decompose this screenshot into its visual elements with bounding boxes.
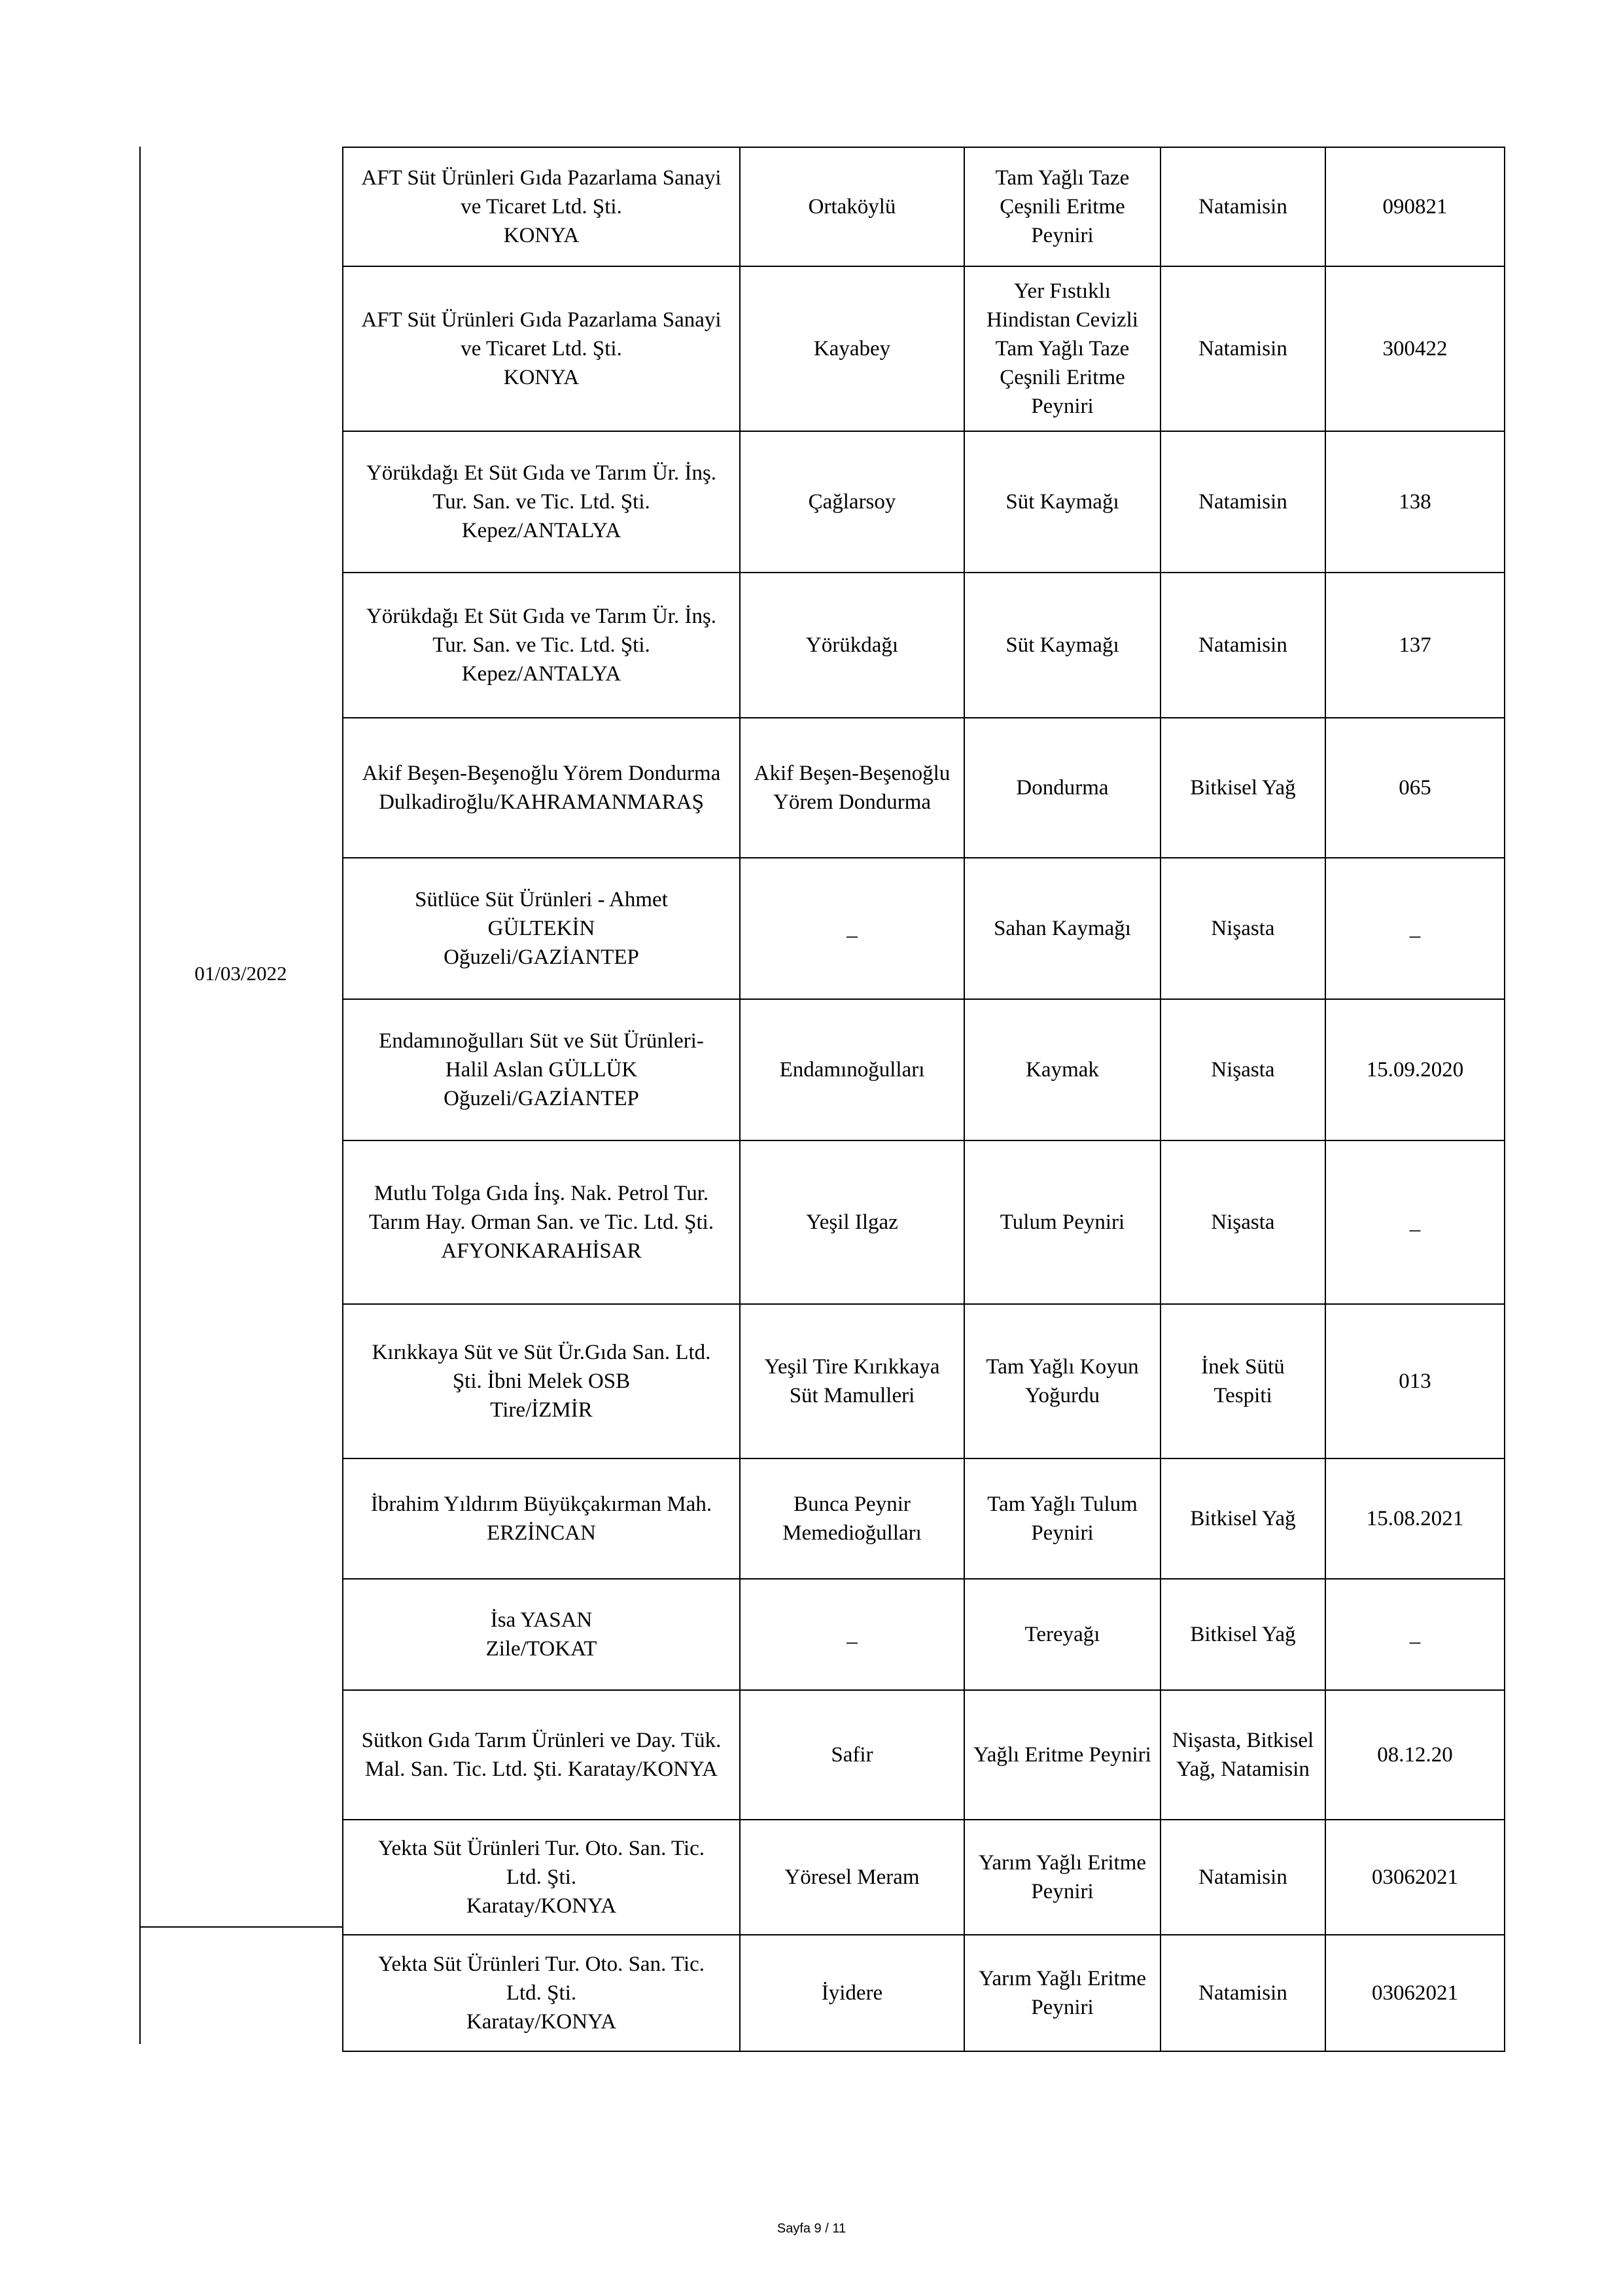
page-number: Sayfa 9 / 11 — [777, 2221, 846, 2236]
table-row — [343, 1935, 1505, 2051]
brand-cell: Yeşil Tire Kırıkkaya Süt Mamulleri — [740, 1304, 964, 1458]
brand-cell: İyidere — [740, 1935, 964, 2051]
product-cell: Süt Kaymağı — [964, 573, 1161, 718]
finding-cell: Nişasta — [1161, 999, 1325, 1140]
lot-cell: _ — [1325, 858, 1505, 999]
product-cell: Yarım Yağlı Eritme Peyniri — [964, 1820, 1161, 1935]
table-row — [343, 147, 1505, 266]
firm-cell: İbrahim Yıldırım Büyükçakırman Mah. ERZİNCAN — [343, 1458, 740, 1579]
brand-cell: Endamınoğulları — [740, 999, 964, 1140]
lot-cell: 03062021 — [1325, 1935, 1505, 2051]
product-cell: Yağlı Eritme Peyniri — [964, 1690, 1161, 1820]
firm-cell: Yörükdağı Et Süt Gıda ve Tarım Ür. İnş. Tur. San. ve Tic. Ltd. Şti. Kepez/ANTALYA — [343, 431, 740, 573]
finding-cell: Natamisin — [1161, 1935, 1325, 2051]
brand-cell: Yöresel Meram — [740, 1820, 964, 1935]
product-cell: Sahan Kaymağı — [964, 858, 1161, 999]
left-border-line — [139, 147, 141, 2044]
lot-cell: 090821 — [1325, 147, 1505, 266]
firm-cell: Yekta Süt Ürünleri Tur. Oto. San. Tic. Ltd. Şti. Karatay/KONYA — [343, 1820, 740, 1935]
date-cell: 01/03/2022 — [194, 962, 287, 985]
table-row — [343, 1690, 1505, 1820]
product-cell: Tam Yağlı Koyun Yoğurdu — [964, 1304, 1161, 1458]
brand-cell: Yeşil Ilgaz — [740, 1140, 964, 1304]
firm-cell: AFT Süt Ürünleri Gıda Pazarlama Sanayi ve Ticaret Ltd. Şti. KONYA — [343, 266, 740, 431]
finding-cell: Bitkisel Yağ — [1161, 718, 1325, 858]
product-cell: Tam Yağlı Tulum Peyniri — [964, 1458, 1161, 1579]
product-cell: Yarım Yağlı Eritme Peyniri — [964, 1935, 1161, 2051]
product-cell: Tereyağı — [964, 1579, 1161, 1690]
firm-cell: AFT Süt Ürünleri Gıda Pazarlama Sanayi ve Ticaret Ltd. Şti. KONYA — [343, 147, 740, 266]
firm-cell: Sütlüce Süt Ürünleri - Ahmet GÜLTEKİN Oğuzeli/GAZİANTEP — [343, 858, 740, 999]
table-row — [343, 266, 1505, 431]
product-cell: Yer Fıstıklı Hindistan Cevizli Tam Yağlı Taze Çeşnili Eritme Peyniri — [964, 266, 1161, 431]
brand-cell: _ — [740, 858, 964, 999]
lot-cell: 138 — [1325, 431, 1505, 573]
table-row — [343, 999, 1505, 1140]
table-row — [343, 573, 1505, 718]
firm-cell: Kırıkkaya Süt ve Süt Ür.Gıda San. Ltd. Şti. İbni Melek OSB Tire/İZMİR — [343, 1304, 740, 1458]
table-row — [343, 718, 1505, 858]
finding-cell: İnek Sütü Tespiti — [1161, 1304, 1325, 1458]
firm-cell: Akif Beşen-Beşenoğlu Yörem Dondurma Dulkadiroğlu/KAHRAMANMARAŞ — [343, 718, 740, 858]
product-table — [342, 147, 1505, 2052]
finding-cell: Bitkisel Yağ — [1161, 1579, 1325, 1690]
firm-cell: Endamınoğulları Süt ve Süt Ürünleri- Halil Aslan GÜLLÜK Oğuzeli/GAZİANTEP — [343, 999, 740, 1140]
lot-cell: 08.12.20 — [1325, 1690, 1505, 1820]
finding-cell: Nişasta — [1161, 858, 1325, 999]
table-row — [343, 1458, 1505, 1579]
brand-cell: Safir — [740, 1690, 964, 1820]
table-body — [343, 147, 1505, 2051]
product-cell: Tam Yağlı Taze Çeşnili Eritme Peyniri — [964, 147, 1161, 266]
brand-cell: Kayabey — [740, 266, 964, 431]
lot-cell: 15.09.2020 — [1325, 999, 1505, 1140]
lot-cell: 300422 — [1325, 266, 1505, 431]
finding-cell: Natamisin — [1161, 266, 1325, 431]
firm-cell: Mutlu Tolga Gıda İnş. Nak. Petrol Tur. Tarım Hay. Orman San. ve Tic. Ltd. Şti. AFYONKARAHİSAR — [343, 1140, 740, 1304]
table-row — [343, 1579, 1505, 1690]
finding-cell: Natamisin — [1161, 431, 1325, 573]
lot-cell: 137 — [1325, 573, 1505, 718]
finding-cell: Nişasta — [1161, 1140, 1325, 1304]
table-row — [343, 1140, 1505, 1304]
table-row — [343, 1304, 1505, 1458]
product-cell: Süt Kaymağı — [964, 431, 1161, 573]
lot-cell: _ — [1325, 1579, 1505, 1690]
date-group-bottom-line — [139, 1926, 343, 1928]
finding-cell: Bitkisel Yağ — [1161, 1458, 1325, 1579]
brand-cell: Çağlarsoy — [740, 431, 964, 573]
brand-cell: Ortaköylü — [740, 147, 964, 266]
finding-cell: Natamisin — [1161, 1820, 1325, 1935]
firm-cell: Yekta Süt Ürünleri Tur. Oto. San. Tic. Ltd. Şti. Karatay/KONYA — [343, 1935, 740, 2051]
product-cell: Kaymak — [964, 999, 1161, 1140]
firm-cell: Sütkon Gıda Tarım Ürünleri ve Day. Tük. Mal. San. Tic. Ltd. Şti. Karatay/KONYA — [343, 1690, 740, 1820]
brand-cell: Bunca Peynir Memedioğulları — [740, 1458, 964, 1579]
brand-cell: _ — [740, 1579, 964, 1690]
table-row — [343, 1820, 1505, 1935]
finding-cell: Nişasta, Bitkisel Yağ, Natamisin — [1161, 1690, 1325, 1820]
firm-cell: Yörükdağı Et Süt Gıda ve Tarım Ür. İnş. Tur. San. ve Tic. Ltd. Şti. Kepez/ANTALYA — [343, 573, 740, 718]
lot-cell: _ — [1325, 1140, 1505, 1304]
product-cell: Dondurma — [964, 718, 1161, 858]
firm-cell: İsa YASAN Zile/TOKAT — [343, 1579, 740, 1690]
lot-cell: 013 — [1325, 1304, 1505, 1458]
brand-cell: Yörükdağı — [740, 573, 964, 718]
lot-cell: 15.08.2021 — [1325, 1458, 1505, 1579]
finding-cell: Natamisin — [1161, 147, 1325, 266]
lot-cell: 065 — [1325, 718, 1505, 858]
table-row — [343, 858, 1505, 999]
table-row — [343, 431, 1505, 573]
finding-cell: Natamisin — [1161, 573, 1325, 718]
product-cell: Tulum Peyniri — [964, 1140, 1161, 1304]
brand-cell: Akif Beşen-Beşenoğlu Yörem Dondurma — [740, 718, 964, 858]
lot-cell: 03062021 — [1325, 1820, 1505, 1935]
